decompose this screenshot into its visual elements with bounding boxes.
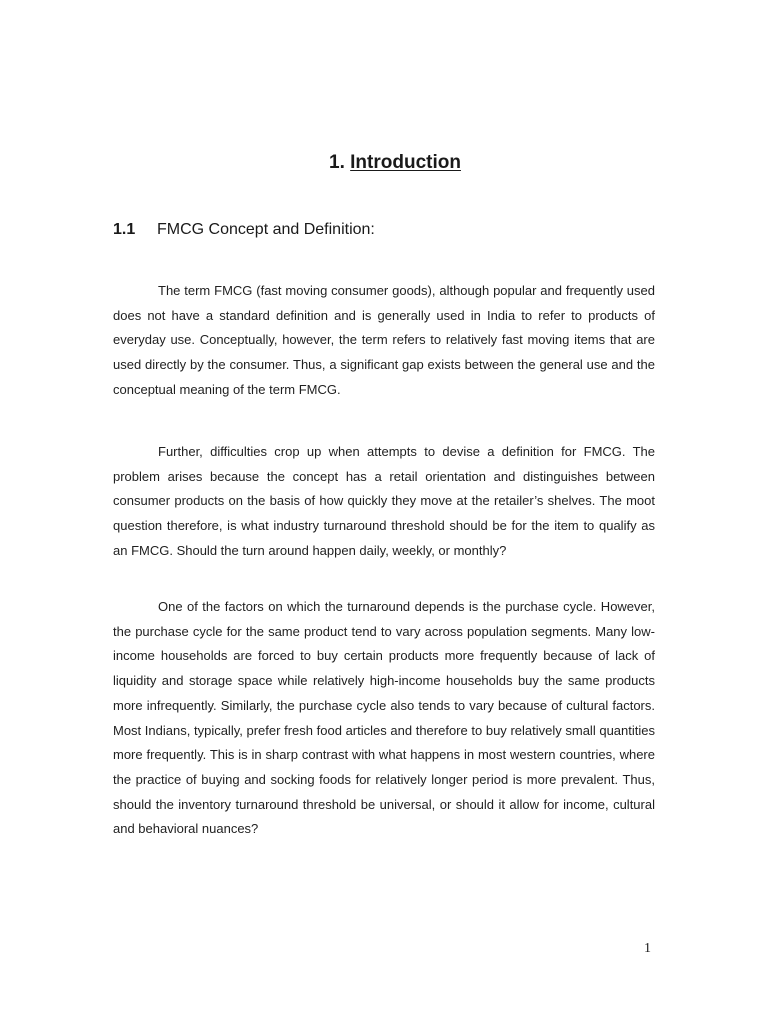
section-title: FMCG Concept and Definition: <box>157 221 375 238</box>
section-number: 1.1 <box>113 221 136 238</box>
chapter-title-text: Introduction <box>350 152 461 173</box>
paragraph-fmcg-term: The term FMCG (fast moving consumer goods), although popular and frequently used does not have a standard definition and is generally used in India to refer to products of everyday use. Conceptually, however, the term refers to relatively fast moving items that are used directly by the consumer. Thus, a significant gap exists between the general use and the conceptual meaning of the term FMCG. <box>113 283 655 397</box>
chapter-title <box>0 151 768 175</box>
page-number: 1 <box>644 941 651 956</box>
paragraph-definition-difficulties: Further, difficulties crop up when attempts to devise a definition for FMCG. The problem arises because the concept has a retail orientation and distinguishes between consumer products on the basis of how quickly they move at the retailer’s shelves. The moot question therefore, is what industry turnaround threshold should be for the item to qualify as an FMCG. Should the turn around happen daily, weekly, or monthly? <box>113 444 655 558</box>
chapter-number: 1. <box>329 152 345 173</box>
paragraph-purchase-cycle: One of the factors on which the turnaround depends is the purchase cycle. However, the purchase cycle for the same product tend to vary across population segments. Many low-income households are forced to buy certain products more frequently because of lack of liquidity and storage space while relatively high-income households buy the same products more infrequently. Similarly, the purchase cycle also tends to vary because of cultural factors. Most Indians, typically, prefer fresh food articles and therefore to buy relatively small quantities more frequently. This is in sharp contrast with what happens in most western countries, where the practice of buying and socking foods for relatively longer period is more prevalent. Thus, should the inventory turnaround threshold be universal, or should it allow for income, cultural and behavioral nuances? <box>113 599 655 837</box>
section-heading <box>113 219 375 241</box>
